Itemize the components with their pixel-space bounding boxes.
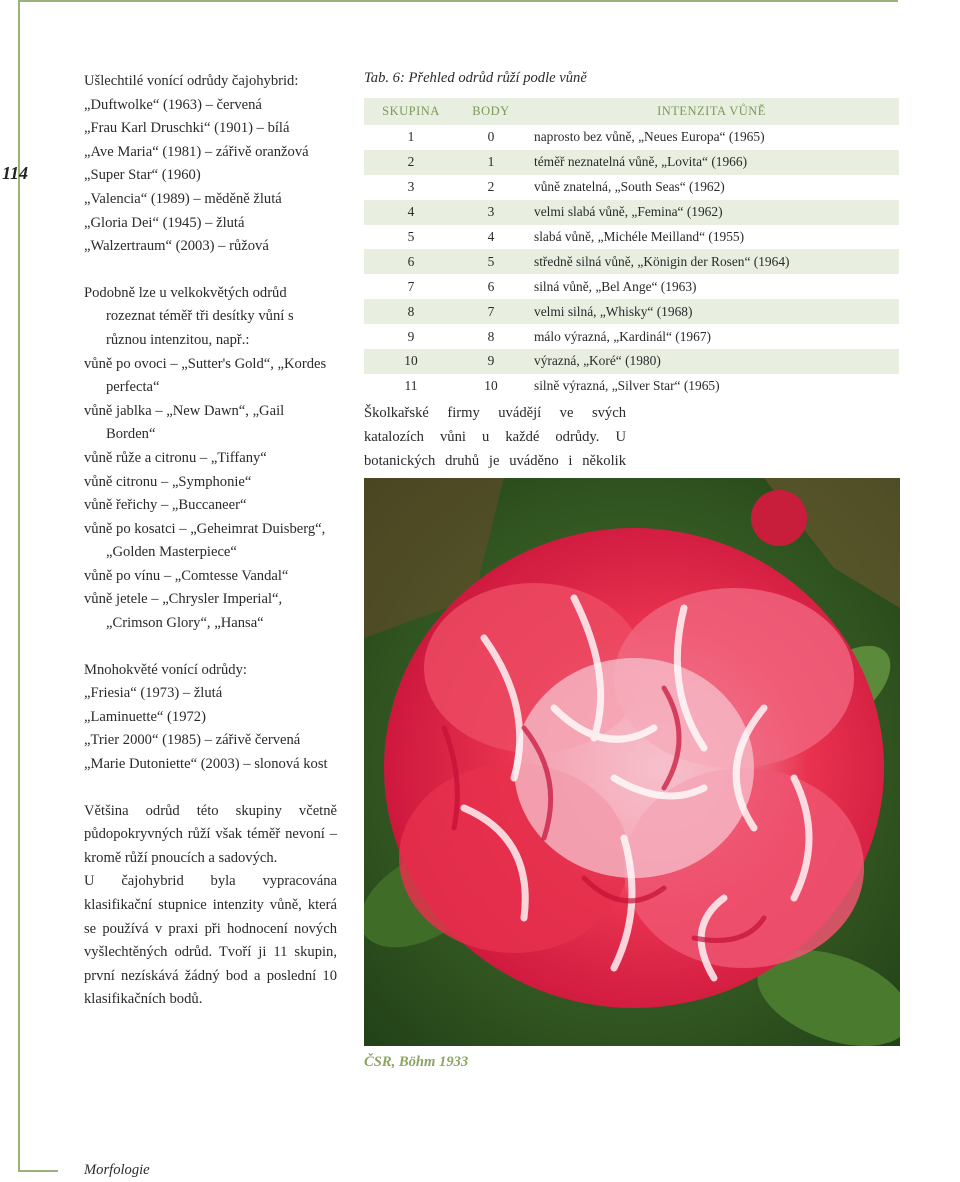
- frame-bottom-rule: [18, 1170, 58, 1172]
- nursery-paragraph: Školkařské firmy uvádějí ve svých katalozích vůni u každé odrůdy. U botanických druhů je uváděno i několik: [364, 405, 626, 469]
- photo-caption: ČSR, Böhm 1933: [364, 1054, 469, 1070]
- cell-points: 4: [487, 229, 495, 244]
- table-row: [364, 175, 899, 200]
- list-item: vůně po vínu – „Comtesse Vandal“: [84, 567, 289, 584]
- cell-group: 9: [407, 328, 415, 344]
- column-header-intensity: INTENZITA VŮNĚ: [524, 98, 899, 125]
- table-row: [364, 349, 899, 374]
- column-header-group: SKUPINA: [364, 98, 458, 125]
- rose-illustration: [364, 478, 900, 1046]
- cell-intensity: výrazná, „Koré“ (1980): [524, 349, 899, 374]
- cell-intensity: slabá vůně, „Michéle Meilland“ (1955): [534, 229, 745, 244]
- floribunda-heading: Mnohokvěté vonící odrůdy:: [84, 661, 247, 678]
- list-item: vůně po ovoci – „Sutter's Gold“, „Kordes perfecta“: [84, 355, 327, 396]
- fragrance-table: [364, 98, 899, 399]
- cell-points: 5: [458, 249, 524, 274]
- cell-group: 2: [364, 150, 458, 175]
- cell-group: 8: [364, 299, 458, 324]
- list-item: „Marie Dutoniette“ (2003) – slonová kost: [84, 756, 328, 773]
- cell-group: 4: [364, 200, 458, 225]
- running-footer: Morfologie: [84, 1162, 150, 1178]
- list-item: vůně jetele – „Chrysler Imperial“, „Crimson Glory“, „Hansa“: [84, 591, 283, 632]
- frame-top-rule: [18, 0, 898, 2]
- left-column: [84, 70, 337, 1012]
- cell-group: 10: [364, 349, 458, 374]
- scents-block: [84, 282, 337, 636]
- list-item: „Ave Maria“ (1981) – zářivě oranžová: [84, 143, 309, 160]
- list-item: „Gloria Dei“ (1945) – žlutá: [84, 214, 245, 231]
- cell-group: 5: [407, 229, 415, 244]
- cell-points: 0: [487, 129, 495, 145]
- table-caption: Tab. 6: Přehled odrůd růží podle vůně: [364, 70, 587, 86]
- table-row: [364, 299, 899, 324]
- list-item: vůně po kosatci – „Geheimrat Duisberg“, „Golden Masterpiece“: [84, 520, 326, 561]
- cell-intensity: naprosto bez vůně, „Neues Europa“ (1965): [534, 129, 765, 145]
- table-row: [364, 225, 899, 250]
- table-row: [364, 324, 899, 349]
- list-item: vůně citronu – „Symphonie“: [84, 473, 252, 490]
- cell-points: 2: [487, 179, 495, 195]
- cell-points: 10: [484, 378, 498, 394]
- cell-group: 7: [407, 278, 415, 294]
- list-item: vůně růže a citronu – „Tiffany“: [84, 449, 267, 466]
- list-item: „Valencia“ (1989) – měděně žlutá: [84, 190, 282, 207]
- list-item: „Duftwolke“ (1963) – červená: [84, 96, 262, 113]
- cell-points: 1: [458, 150, 524, 175]
- cell-points: 8: [487, 328, 495, 344]
- list-item: „Friesia“ (1973) – žlutá: [84, 685, 223, 702]
- list-item: „Walzertraum“ (2003) – růžová: [84, 238, 269, 255]
- list-item: „Trier 2000“ (1985) – zářivě červená: [84, 732, 301, 749]
- page-number: 114: [2, 163, 29, 183]
- table-row: [364, 274, 899, 299]
- list-item: „Laminuette“ (1972): [84, 708, 206, 725]
- table-row: [364, 200, 899, 225]
- cell-points: 7: [458, 299, 524, 324]
- list-item: „Super Star“ (1960): [84, 167, 201, 184]
- table-row: [364, 374, 899, 399]
- rose-photo: [364, 478, 900, 1046]
- hybrid-tea-block: [84, 70, 337, 259]
- cell-points: 6: [487, 278, 495, 294]
- cell-group: 6: [364, 249, 458, 274]
- table-row: [364, 150, 899, 175]
- cell-intensity: téměř neznatelná vůně, „Lovita“ (1966): [524, 150, 899, 175]
- column-header-points: BODY: [458, 98, 524, 125]
- cell-points: 9: [458, 349, 524, 374]
- paragraph-ground-cover: Většina odrůd této skupiny včetně půdopokryvných růží však téměř nevoní – kromě růží pnoucích a sadových.: [84, 802, 337, 866]
- list-item: vůně řeřichy – „Buccaneer“: [84, 497, 247, 514]
- cell-intensity: vůně znatelná, „South Seas“ (1962): [534, 179, 725, 195]
- cell-points: 3: [458, 200, 524, 225]
- cell-group: 3: [407, 179, 415, 195]
- cell-intensity: středně silná vůně, „Königin der Rosen“ (1964): [524, 249, 899, 274]
- table-row: [364, 249, 899, 274]
- hybrid-tea-heading: Ušlechtilé vonící odrůdy čajohybrid:: [84, 73, 299, 89]
- cell-group: 11: [404, 378, 418, 394]
- cell-intensity: silně výrazná, „Silver Star“ (1965): [534, 378, 720, 394]
- paragraph-classification: U čajohybrid byla vypracována klasifikační stupnice intenzity vůně, která se používá v praxi při hodnocení nových vyšlechtěných odrůd. Tvoří ji 11 skupin, první nezískává žádný bod a poslední 10 klasifikačních bodů.: [84, 873, 337, 1008]
- table-row: [364, 125, 899, 150]
- table-header-row: [364, 98, 899, 125]
- cell-intensity: velmi slabá vůně, „Femina“ (1962): [524, 200, 899, 225]
- cell-intensity: málo výrazná, „Kardinál“ (1967): [534, 328, 711, 344]
- list-item: vůně jablka – „New Dawn“, „Gail Borden“: [84, 402, 285, 443]
- cell-intensity: velmi silná, „Whisky“ (1968): [524, 299, 899, 324]
- scents-intro: Podobně lze u velkokvětých odrůd rozeznat téměř tři desítky vůní s různou intenzitou, např.:: [84, 284, 294, 348]
- list-item: „Frau Karl Druschki“ (1901) – bílá: [84, 120, 290, 137]
- cell-intensity: silná vůně, „Bel Ange“ (1963): [534, 278, 697, 294]
- cell-group: 1: [407, 129, 415, 145]
- floribunda-block: [84, 659, 337, 777]
